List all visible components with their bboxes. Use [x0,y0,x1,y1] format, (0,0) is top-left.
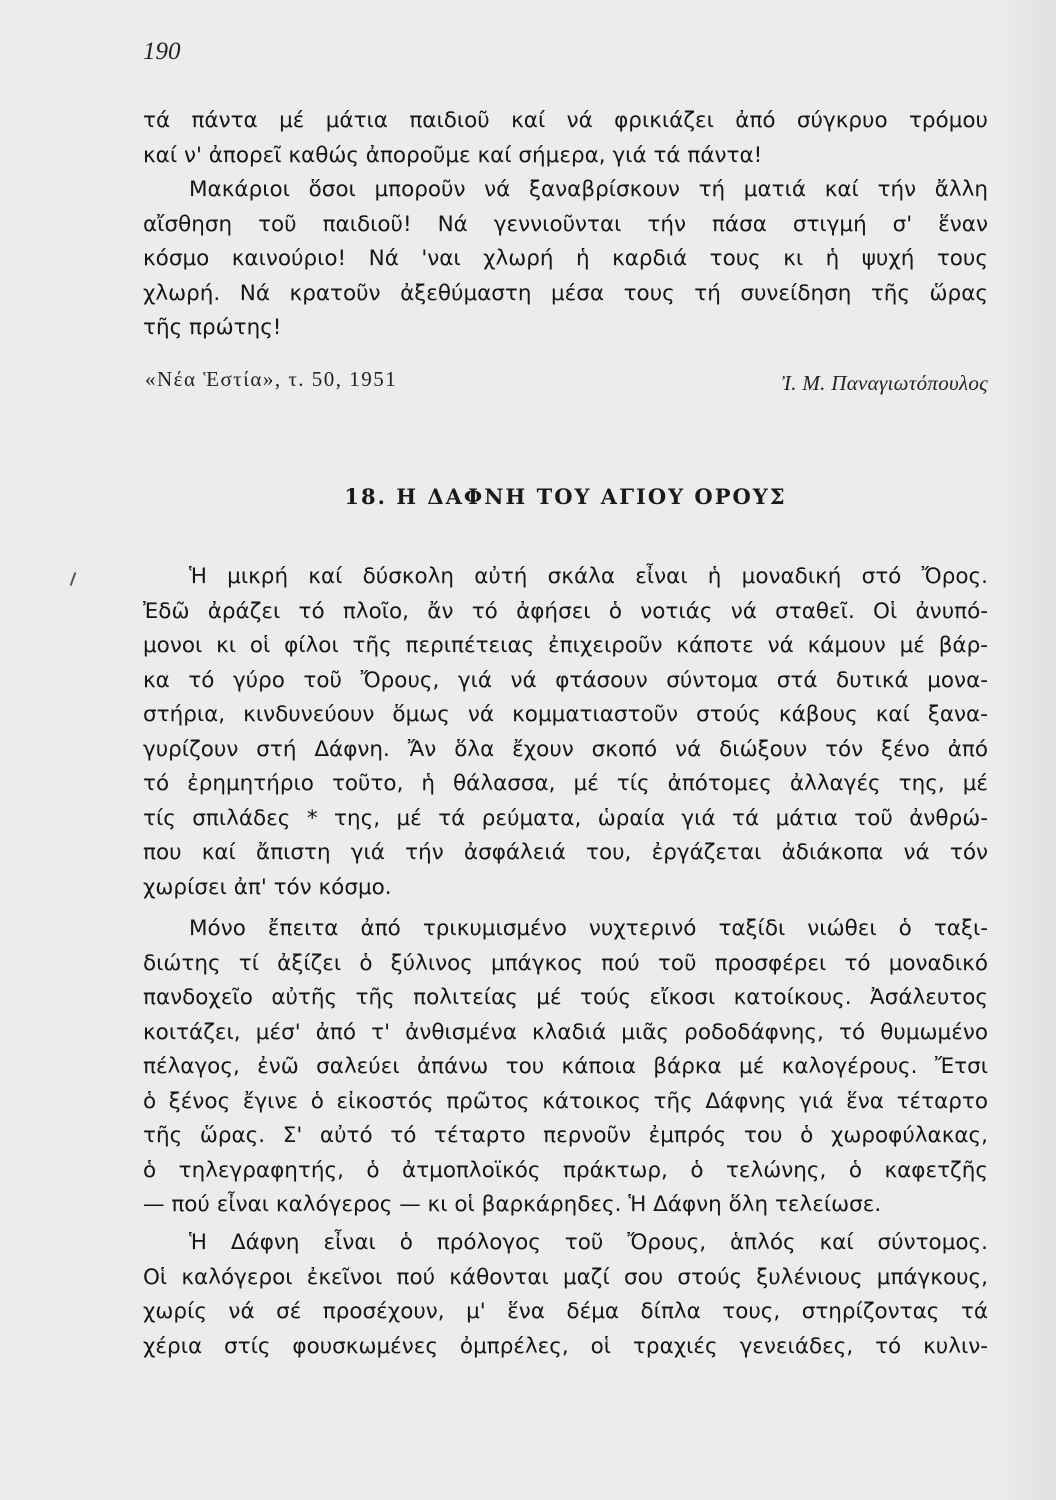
text-line: καί ν' ἀπορεῖ καθώς ἀποροῦμε καί σήμερα, γιά τά πάντα! [143,142,763,168]
citation [145,365,988,397]
text-line: τίς σπιλάδες * της, μέ τά ρεύματα, ὡραία γιά τά μάτια τοῦ ἀνθρώ- [143,805,988,831]
text-line: Ἐδῶ ἀράζει τό πλοῖο, ἄν τό ἀφήσει ὁ νοτιάς νά σταθεῖ. Οἱ ἀνυπό- [143,598,988,624]
paragraph-1 [143,560,988,905]
citation-source: «Νέα Ἑστία», τ. 50, 1951 [145,367,398,391]
text-line: χωρίς νά σέ προσέχουν, μ' ἕνα δέμα δίπλα τους, στηρίζοντας τά [143,1299,988,1324]
text-line: μονοι κι οἱ φίλοι τῆς περιπέτειας ἐπιχειροῦν κάποτε νά κάμουν μέ βάρ- [143,633,988,658]
paragraph-3 [143,1226,988,1364]
text-line: τά πάντα μέ μάτια παιδιοῦ καί νά φρικιάζει ἀπό σύγκρυο τρόμου [143,108,988,133]
text-line: — πού εἶναι καλόγερος — κι οἱ βαρκάρηδες. Ἡ Δάφνη ὅλη τελείωσε. [143,1192,882,1217]
text-line: κόσμο καινούριο! Νά 'ναι χλωρή ἡ καρδιά τους κι ἡ ψυχή τους [143,246,988,271]
text-line: τῆς ὥρας. Σ' αὐτό τό τέταρτο περνοῦν ἐμπρός του ὁ χωροφύλακας, [143,1123,988,1148]
text-line: χέρια στίς φουσκωμένες ὀμπρέλες, οἱ τραχιές γενειάδες, τό κυλιν- [143,1333,988,1359]
text-line: στήρια, κινδυνεύουν ὅμως νά κομματιαστοῦν στούς κάβους καί ξανα- [143,702,988,727]
text-line: Ἡ μικρή καί δύσκολη αὐτή σκάλα εἶναι ἡ μοναδική στό Ὄρος. [189,564,988,589]
text-line: τό ἐρημητήριο τοῦτο, ἡ θάλασσα, μέ τίς ἀπότομες ἀλλαγές της, μέ [143,771,988,796]
text-line: πέλαγος, ἐνῶ σαλεύει ἀπάνω του κάποια βάρκα μέ καλογέρους. Ἔτσι [143,1054,988,1079]
text-line: ὁ ξένος ἔγινε ὁ εἰκοστός πρῶτος κάτοικος τῆς Δάφνης γιά ἕνα τέταρτο [143,1088,988,1114]
text-line: κα τό γύρο τοῦ Ὄρους, γιά νά φτάσουν σύντομα στά δυτικά μονα- [143,667,988,693]
text-line: ὁ τηλεγραφητής, ὁ ἀτμοπλοϊκός πράκτωρ, ὁ τελώνης, ὁ καφετζῆς [143,1157,988,1183]
text-line: γυρίζουν στή Δάφνη. Ἄν ὅλα ἔχουν σκοπό νά διώξουν τόν ξένο ἀπό [143,736,988,762]
text-line: χλωρή. Νά κρατοῦν ἀξεθύμαστη μέσα τους τή συνείδηση τῆς ὥρας [143,280,988,306]
text-line: πανδοχεῖο αὐτῆς τῆς πολιτείας μέ τούς εἴκοσι κατοίκους. Ἀσάλευτος [143,985,988,1010]
text-line: τῆς πρώτης! [143,315,282,340]
text-line: αἴσθηση τοῦ παιδιοῦ! Νά γεννιοῦνται τήν πάσα στιγμή σ' ἕναν [143,211,988,237]
page-number: 190 [143,38,181,65]
section-title: 18. Η ΔΑΦΝΗ ΤΟΥ ΑΓΙΟΥ ΟΡΟΥΣ [344,484,787,509]
citation-author: Ἰ. Μ. Παναγιωτόπουλος [781,371,988,395]
page-edge-shadow [996,0,1056,1500]
text-line: που καί ἄπιστη γιά τήν ἀσφάλειά του, ἐργάζεται ἀδιάκοπα νά τόν [143,840,988,865]
text-line: Οἱ καλόγεροι ἐκεῖνοι πού κάθονται μαζί σου στούς ξυλένιους μπάγκους, [143,1264,988,1290]
text-line: Μόνο ἔπειτα ἀπό τρικυμισμένο νυχτερινό ταξίδι νιώθει ὁ ταξι- [189,916,988,941]
paragraph-2 [143,912,988,1223]
text-line: διώτης τί ἀξίζει ὁ ξύλινος μπάγκος πού τοῦ προσφέρει τό μοναδικό [143,950,988,976]
text-line: χωρίσει ἀπ' τόν κόσμο. [143,874,392,900]
top-passage [143,104,988,346]
text-line: κοιτάζει, μέσ' ἀπό τ' ἀνθισμένα κλαδιά μιᾶς ροδοδάφνης, τό θυμωμένο [143,1019,988,1045]
text-line: Μακάριοι ὅσοι μποροῦν νά ξαναβρίσκουν τή ματιά καί τήν ἄλλη [189,177,988,202]
margin-mark [70,572,77,586]
text-line: Ἡ Δάφνη εἶναι ὁ πρόλογος τοῦ Ὄρους, ἁπλός καί σύντομος. [189,1230,988,1255]
